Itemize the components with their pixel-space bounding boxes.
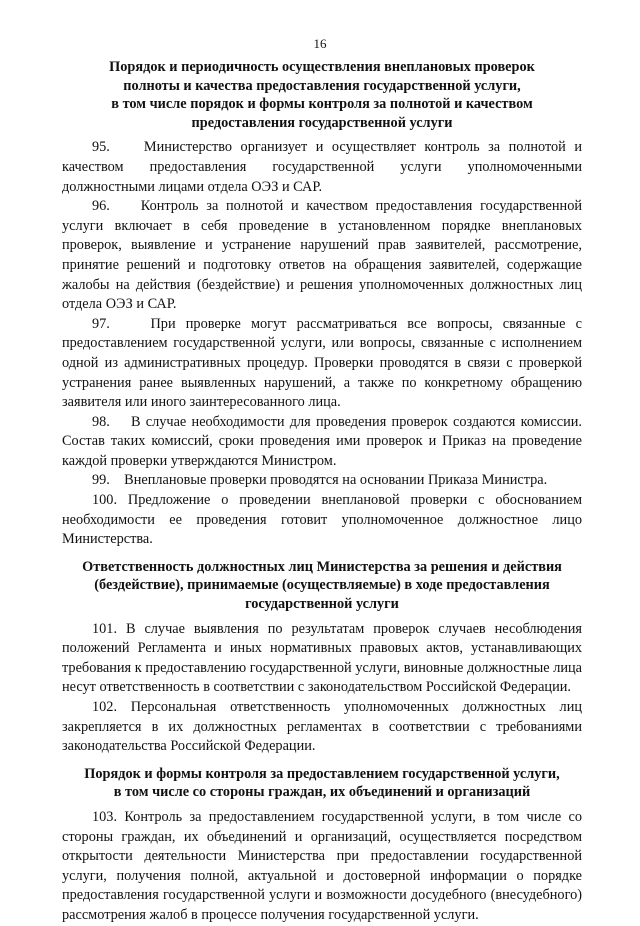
paragraph-99: 99. Внеплановые проверки проводятся на основании Приказа Министра. bbox=[92, 472, 548, 489]
section-heading bbox=[62, 765, 582, 802]
heading-line: государственной услуги bbox=[245, 596, 399, 613]
page-number: 16 bbox=[313, 36, 327, 51]
heading-line: (бездействие), принимаемые (осуществляемые) в ходе предоставления bbox=[94, 577, 550, 594]
section-heading bbox=[62, 558, 582, 614]
paragraph-97: 97. При проверке могут рассматриваться все вопросы, связанные с предоставлением государственной услуги, или вопросы, связанные с исполнением одной из административных процедур. Проверки проводятся в связи с проверкой устранения ранее выявленных нарушений, а также по конкретному обращению заявителя или иного заинтересованного лица. bbox=[62, 315, 582, 411]
heading-line: в том числе со стороны граждан, их объединений и организаций bbox=[113, 784, 531, 801]
paragraph-101: 101. В случае выявления по результатам проверок случаев несоблюдения положений Регламента и иных нормативных правовых актов, устанавливающих требования к предоставлению государственной услуги, виновные должностные лица несут ответственность в соответствии с законодательством Российской Федерации. bbox=[62, 620, 582, 696]
heading-line: в том числе порядок и формы контроля за полнотой и качеством bbox=[111, 96, 533, 113]
paragraph-102: 102. Персональная ответственность уполномоченных должностных лиц закрепляется в их должностных регламентах в соответствии с требованиями законодательства Российской Федерации. bbox=[62, 699, 582, 755]
paragraph-98: 98. В случае необходимости для проведения проверок создаются комиссии. Состав таких комиссий, сроки проведения ими проверок и Приказ на проведение каждой проверки утверждаются Министром. bbox=[62, 413, 582, 469]
section-heading bbox=[62, 58, 582, 132]
paragraph-103: 103. Контроль за предоставлением государственной услуги, в том числе со стороны граждан, их объединений и организаций, осуществляется посредством открытости деятельности Министерства при предоставлении государственной услуги, получения полной, актуальной и достоверной информации о порядке предоставления государственной услуги и возможности досудебного (внесудебного) рассмотрения жалоб в процессе получения государственной услуги. bbox=[62, 808, 582, 923]
heading-line: Ответственность должностных лиц Министерства за решения и действия bbox=[82, 558, 562, 575]
heading-line: предоставления государственной услуги bbox=[191, 114, 453, 131]
paragraph-100: 100. Предложение о проведении внеплановой проверки с обоснованием необходимости ее проведения готовит уполномоченное должностное лицо Министерства. bbox=[62, 492, 582, 548]
heading-line: Порядок и формы контроля за предоставлением государственной услуги, bbox=[84, 765, 560, 782]
heading-line: Порядок и периодичность осуществления внеплановых проверок bbox=[109, 59, 535, 75]
document-body bbox=[62, 58, 582, 926]
paragraph-95: 95. Министерство организует и осуществляет контроль за полнотой и качеством предоставления государственной услуги уполномоченными должностными лицами отдела ОЭЗ и САР. bbox=[62, 139, 582, 195]
heading-line: полноты и качества предоставления государственной услуги, bbox=[123, 77, 521, 94]
paragraph-96: 96. Контроль за полнотой и качеством предоставления государственной услуги включает в себя проведение в установленном порядке внеплановых проверок, выявление и устранение нарушений прав заявителей, рассмотрение, принятие решений и подготовку ответов на обращения заявителей, содержащие жалобы на действия (бездействие) и решения уполномоченных должностных лиц отдела ОЭЗ и САР. bbox=[62, 198, 582, 313]
